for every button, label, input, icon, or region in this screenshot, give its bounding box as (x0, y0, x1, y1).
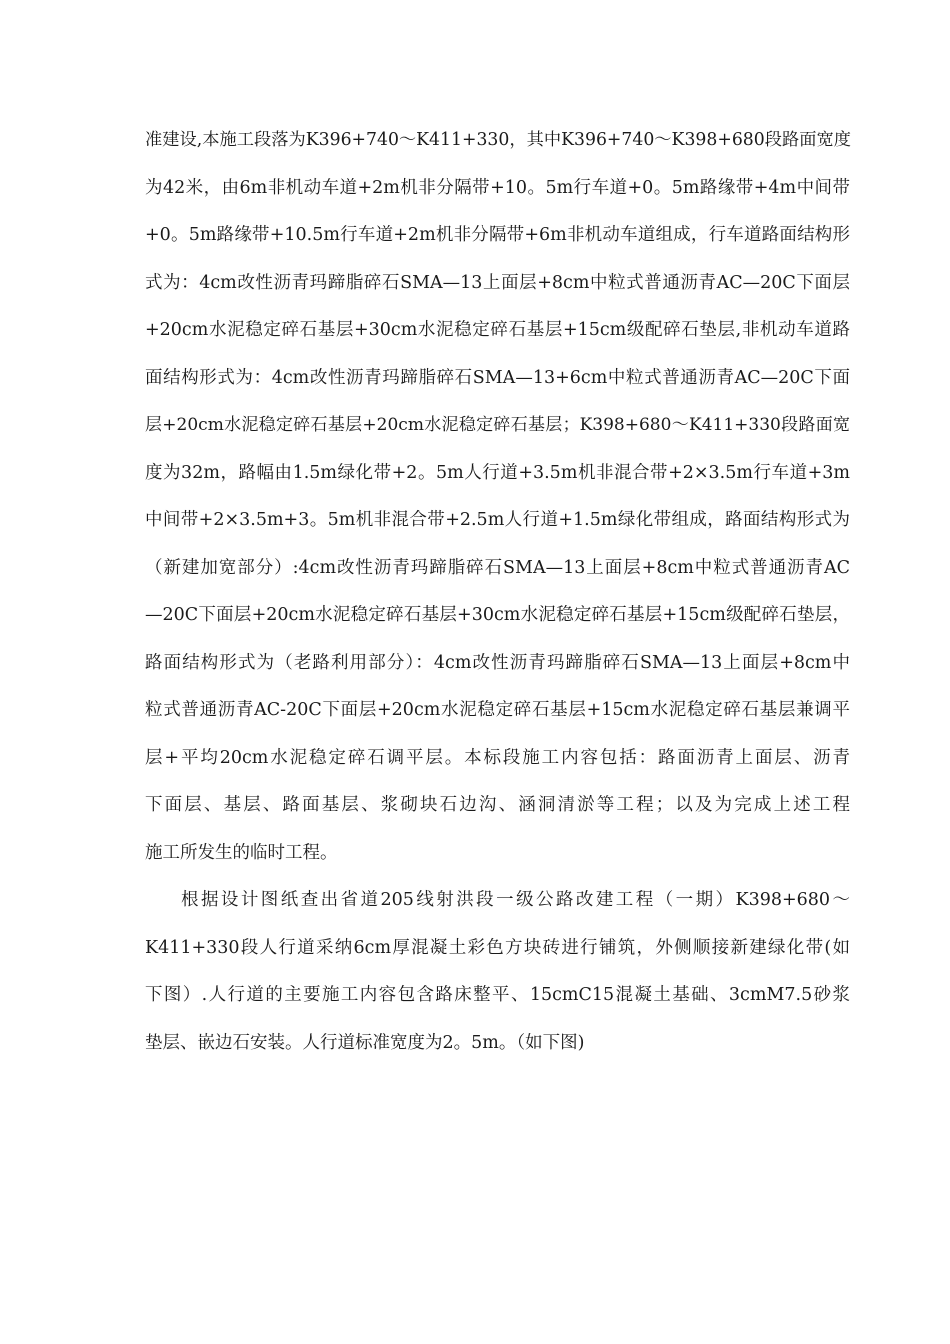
text-line: 度为32m，路幅由1.5m绿化带+2。5m人行道+3.5m机非混合带+2×3.5m行车道+3m (145, 462, 850, 483)
text-line: 式为：4cm改性沥青玛蹄脂碎石SMA—13上面层+8cm中粒式普通沥青AC—20C下面层 (145, 272, 850, 293)
text-line: 下面层、基层、路面基层、浆砌块石边沟、涵洞清淤等工程；以及为完成上述工程 (145, 795, 850, 815)
text-line: 施工所发生的临时工程。 (145, 842, 338, 863)
text-line: 准建设,本施工段落为K396+740～K411+330，其中K396+740～K398+680段路面宽度 (145, 130, 851, 150)
text-line: 垫层、嵌边石安装。人行道标准宽度为2。5m。（如下图) (145, 1032, 585, 1053)
document-body (145, 117, 850, 1067)
text-line: +20cm水泥稳定碎石基层+30cm水泥稳定碎石基层+15cm级配碎石垫层,非机动车道路 (145, 320, 850, 340)
text-line: K411+330段人行道采纳6cm厚混凝土彩色方块砖进行铺筑，外侧顺接新建绿化带(如 (145, 937, 850, 958)
text-line: 为42米，由6m非机动车道+2m机非分隔带+10。5m行车道+0。5m路缘带+4m中间带 (145, 177, 850, 198)
text-line: 粒式普通沥青AC-20C下面层+20cm水泥稳定碎石基层+15cm水泥稳定碎石基层兼调平 (145, 700, 850, 720)
text-line: —20C下面层+20cm水泥稳定碎石基层+30cm水泥稳定碎石基层+15cm级配碎石垫层， (145, 605, 850, 625)
text-line: 中间带+2×3.5m+3。5m机非混合带+2.5m人行道+1.5m绿化带组成，路面结构形式为 (145, 510, 850, 530)
text-line: 面结构形式为：4cm改性沥青玛蹄脂碎石SMA—13+6cm中粒式普通沥青AC—20C下面 (145, 367, 851, 388)
text-line: 层+平均20cm水泥稳定碎石调平层。本标段施工内容包括：路面沥青上面层、沥青 (145, 747, 850, 768)
text-line: +0。5m路缘带+10.5m行车道+2m机非分隔带+6m非机动车道组成，行车道路面结构形 (145, 225, 850, 245)
paragraph-sidewalk-works (145, 877, 850, 1067)
text-line: 路面结构形式为（老路利用部分）：4cm改性沥青玛蹄脂碎石SMA—13上面层+8cm中 (145, 652, 850, 673)
paragraph-project-scope (145, 117, 850, 877)
text-line: 下图）.人行道的主要施工内容包含路床整平、15cmC15混凝土基础、3cmM7.5砂浆 (145, 985, 850, 1005)
text-line: 根据设计图纸查出省道205线射洪段一级公路改建工程（一期）K398+680～ (181, 890, 850, 910)
text-line: （新建加宽部分）:4cm改性沥青玛蹄脂碎石SMA—13上面层+8cm中粒式普通沥青AC (145, 557, 850, 578)
text-line: 层+20cm水泥稳定碎石基层+20cm水泥稳定碎石基层；K398+680～K411+330段路面宽 (145, 415, 850, 435)
